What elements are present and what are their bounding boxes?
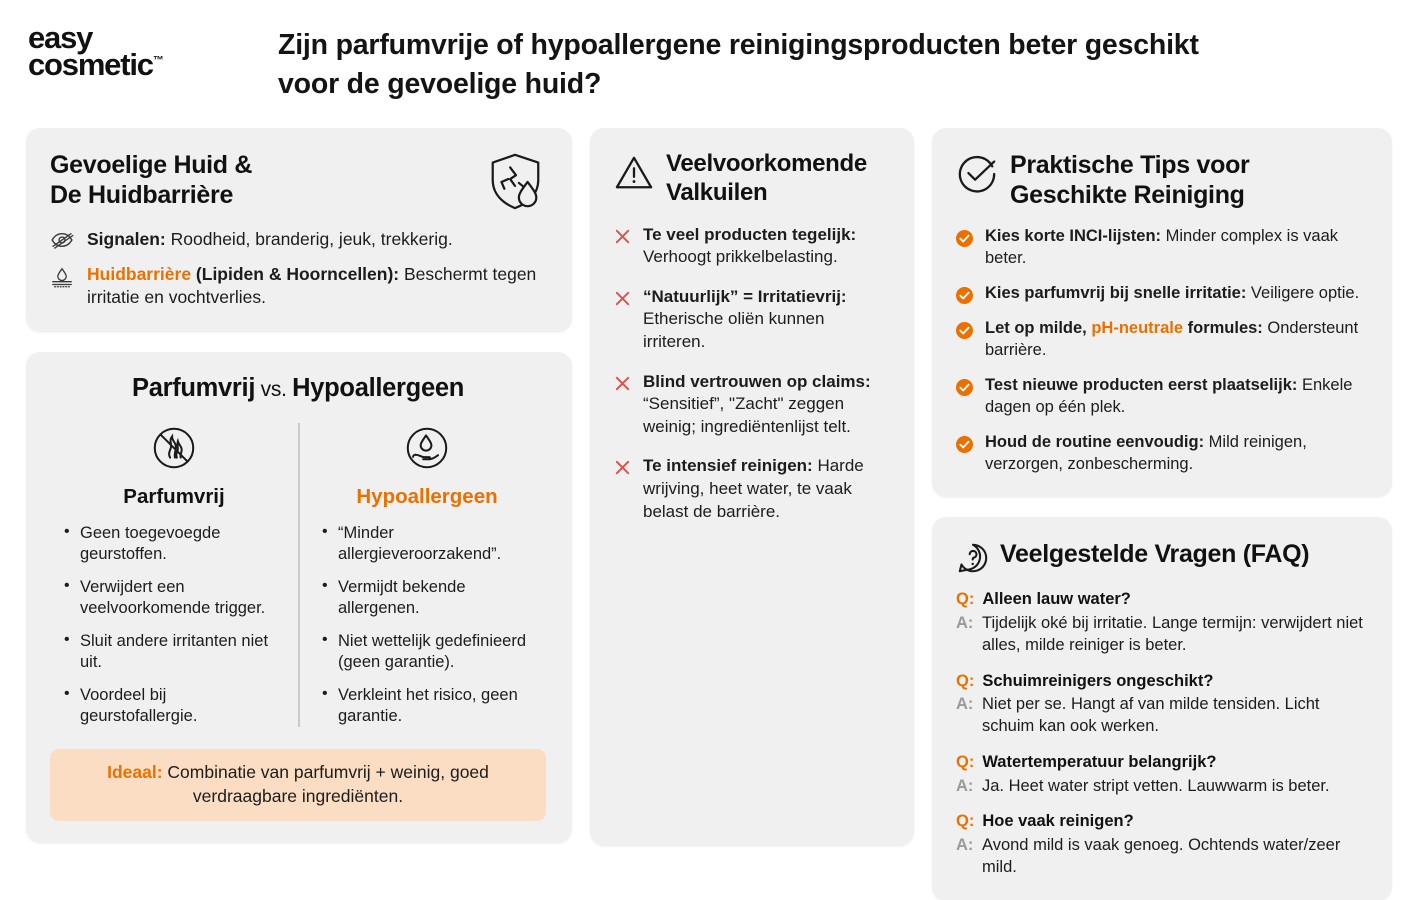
ideal-callout [50,749,546,820]
shield-crack-drop-icon [484,150,546,212]
header [0,0,1408,128]
list-item [50,228,546,252]
list-item-text [985,283,1359,305]
card-title-comparison [50,374,546,403]
item-lead: Te intensief reinigen: [643,456,813,476]
item-lead: Kies korte INCI-lijsten: [985,227,1162,245]
list-item: • Verwijdert een veelvoorkomende trigger. [64,577,284,620]
card-title-faq: Veelgestelde Vragen (FAQ) [1000,540,1310,569]
barrier-info-list [50,228,546,310]
item-rest: Ondersteunt barrière. [985,318,1359,359]
item-lead: Let op milde, [985,318,1092,337]
question-tag: Q: [956,812,975,831]
list-item: • Geen toegevoegde geurstoffen. [64,523,284,566]
item-rest: Minder complex is vaak beter. [985,227,1339,267]
faq-answer: Niet per se. Hangt af van milde tensiden. Licht schuim kan ook werken. [982,695,1320,736]
card-title-pitfalls [666,150,867,208]
comparison-vs: vs. [255,377,293,401]
check-circle-icon [956,432,974,453]
ideal-label: Ideaal: [107,762,163,783]
list-item: • Voordeel bij geurstofallergie. [64,685,284,728]
list-item [956,432,1366,476]
faq-answer: Avond mild is vaak genoeg. Ochtends water/zeer mild. [982,835,1341,876]
card-header [956,539,1366,575]
list-item-text [643,455,888,523]
list-item: • “Minder allergieveroorzakend”. [322,523,532,566]
comparison-column-hypoallergeen [298,423,546,728]
list-item-text [985,318,1366,362]
comparison-term-left: Parfumvrij [132,373,256,402]
card-sensitive-skin-barrier [26,128,572,332]
page-title: Zijn parfumvrije of hypoallergene reinigingsproducten beter geschikt voor de gevoelige huid? [278,29,1199,101]
item-rest: Harde wrijving, heet water, te vaak belast de barrière. [643,456,864,521]
card-title-barrier [50,150,252,210]
faq-entry [956,752,1366,797]
item-lead: Test nieuwe producten eerst plaatselijk: [985,375,1298,394]
card-practical-tips [932,128,1392,497]
card-title-barrier-line2: De Huidbarrière [50,181,234,209]
list-item-text [985,375,1366,419]
faq-question-line [956,752,1366,773]
question-bubble-icon [956,539,990,575]
item-lead: “Natuurlijk” = Irritatievrij: [643,286,847,306]
comparison-column-parfumvrij [50,423,298,728]
faq-question-line [956,589,1366,610]
answer-tag: A: [956,776,974,795]
list-item [614,224,888,269]
item-rest: Verhoogt prikkelbelasting. [643,247,838,267]
left-column [26,128,572,843]
card-title-barrier-line1: Gevoelige Huid & [50,151,253,179]
check-circle-icon [956,283,974,304]
x-icon [614,371,632,392]
faq-answer-line [956,776,1366,798]
faq-list [956,589,1366,878]
columns-container [0,128,1408,900]
check-circle-icon [956,318,974,339]
faq-answer-line [956,694,1366,738]
eye-off-icon [50,228,76,249]
card-pitfalls [590,128,914,846]
faq-question: Hoe vaak reinigen? [982,812,1134,831]
list-item-text [643,286,888,354]
item-lead: Signalen: [87,229,166,249]
faq-question: Watertemperatuur belangrijk? [982,753,1217,772]
no-fragrance-icon [64,423,284,473]
ideal-text: Combinatie van parfumvrij + weinig, goed verdraagbare ingrediënten. [162,762,489,806]
card-comparison [26,352,572,843]
list-item [614,286,888,354]
item-rest: Etherische oliën kunnen irriteren. [643,309,825,352]
item-lead: Kies parfumvrij bij snelle irritatie: [985,283,1247,302]
comparison-label-hypoallergeen: Hypoallergeen [356,484,498,508]
comparison-points-parfumvrij [64,523,284,728]
pitfalls-list [614,224,888,524]
list-item-text [643,224,888,269]
list-item [956,318,1366,362]
answer-tag: A: [956,613,974,632]
comparison-term-right: Hypoallergeen [292,373,464,402]
faq-answer-line [956,613,1366,657]
skin-layers-drop-icon [50,263,76,290]
faq-question-line [956,671,1366,692]
item-lead: Blind vertrouwen op claims: [643,371,871,391]
item-rest: Enkele dagen op één plek. [985,375,1353,416]
card-faq [932,517,1392,900]
list-item [956,283,1366,305]
item-lead: Te veel producten tegelijk: [643,224,857,244]
check-circle-icon [956,375,974,396]
faq-question: Alleen lauw water? [982,590,1131,609]
check-circle-outline-icon [956,150,998,195]
right-column [932,128,1392,900]
x-icon [614,455,632,476]
card-title-tips-line1: Praktische Tips voor [1010,151,1250,179]
list-item: • Verkleint het risico, geen garantie. [322,685,532,728]
brand-logo-line2: cosmetic™ [28,47,164,83]
list-item-text [985,432,1366,476]
list-item-text [87,228,453,252]
faq-question: Schuimreinigers ongeschikt? [982,671,1214,690]
drop-in-hand-icon [322,423,532,473]
list-item [614,371,888,439]
answer-tag: A: [956,695,974,714]
x-icon [614,286,632,307]
card-header [956,150,1366,210]
list-item [614,455,888,523]
card-title-tips-line2: Geschikte Reiniging [1010,181,1245,209]
item-rest: “Sensitief”, "Zacht" zeggen weinig; ingrediëntenlijst telt. [643,394,851,436]
item-accent: Huidbarrière [87,263,192,284]
brand-logo-line1: easy [28,20,93,55]
list-item-text [985,226,1366,270]
list-item [956,226,1366,270]
faq-answer: Ja. Heet water stript vetten. Lauwwarm is beter. [982,776,1330,795]
item-accent-tail: (Lipiden & Hoorncellen): [191,263,400,284]
list-item: • Sluit andere irritanten niet uit. [64,631,284,674]
comparison-label-parfumvrij: Parfumvrij [123,484,225,508]
middle-column [590,128,914,846]
card-header [50,150,546,212]
check-circle-icon [956,226,974,247]
comparison-points-hypoallergeen [322,523,532,728]
trademark-symbol: ™ [152,54,164,67]
item-rest: Mild reinigen, verzorgen, zonbescherming. [985,432,1307,473]
faq-answer-line [956,835,1366,879]
list-item-text [87,263,546,310]
comparison-grid [50,423,546,728]
item-rest: Veiligere optie. [1246,283,1360,302]
list-item [50,263,546,310]
faq-entry [956,589,1366,656]
brand-logo [28,16,278,83]
item-rest: Roodheid, branderig, jeuk, trekkerig. [165,229,453,249]
question-tag: Q: [956,590,975,609]
tips-list [956,226,1366,475]
warning-triangle-icon [614,150,654,192]
list-item: • Vermijdt bekende allergenen. [322,577,532,620]
card-title-pitfalls-line2: Valkuilen [666,178,768,206]
x-icon [614,224,632,245]
faq-question-line [956,811,1366,832]
question-tag: Q: [956,753,975,772]
item-lead-tail: formules: [1183,318,1263,337]
item-rest: Beschermt tegen irritatie en vochtverlies. [87,263,537,308]
faq-entry [956,671,1366,738]
question-tag: Q: [956,671,975,690]
answer-tag: A: [956,835,974,854]
list-item: • Niet wettelijk gedefinieerd (geen garantie). [322,631,532,674]
faq-entry [956,811,1366,878]
faq-answer: Tijdelijk oké bij irritatie. Lange termijn: verwijdert niet alles, milde reiniger is beter. [982,613,1363,654]
list-item-text [643,371,888,439]
item-lead: Houd de routine eenvoudig: [985,432,1205,451]
card-title-tips [1010,150,1249,210]
card-title-pitfalls-line1: Veelvoorkomende [666,150,867,177]
item-accent: pH-neutrale [1091,318,1184,337]
card-header [614,150,888,208]
list-item [956,375,1366,419]
